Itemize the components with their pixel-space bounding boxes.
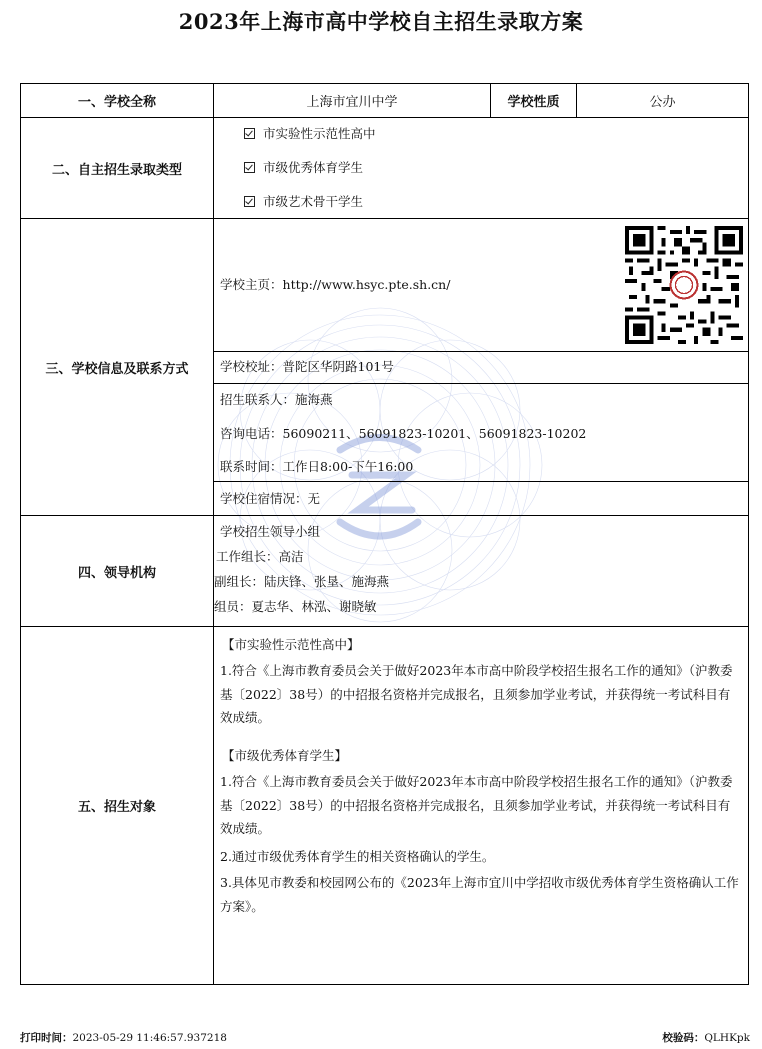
checkbox-checked-icon xyxy=(244,162,255,173)
admission-type-item: 市级艺术骨干学生 xyxy=(244,192,363,212)
admission-type-label: 二、自主招生录取类型 xyxy=(51,162,182,178)
school-nature-value: 公办 xyxy=(649,95,676,110)
section-paragraph: 2.通过市级优秀体育学生的相关资格确认的学生。 xyxy=(220,849,495,864)
qr-code-icon xyxy=(625,226,743,344)
dorm-line: 学校住宿情况：无 xyxy=(220,491,321,506)
homepage-line: 学校主页：http://www.hsyc.pte.sh.cn/ xyxy=(220,277,451,292)
checkbox-checked-icon xyxy=(244,196,255,207)
leadership-line: 组员：夏志华、林泓、谢晓敏 xyxy=(214,599,377,614)
leadership-line: 工作组长：高洁 xyxy=(216,549,304,564)
leadership-label: 四、领导机构 xyxy=(77,565,156,581)
contact-time-line: 联系时间：工作日8:00-下午16:00 xyxy=(220,459,414,474)
check-code: 校验码：QLHKpk xyxy=(662,1032,750,1044)
homepage-link[interactable]: http://www.hsyc.pte.sh.cn/ xyxy=(282,277,451,292)
checkbox-checked-icon xyxy=(244,128,255,139)
admission-type-item: 市实验性示范性高中 xyxy=(244,124,376,144)
admission-target-label: 五、招生对象 xyxy=(77,800,156,815)
print-time: 打印时间：2023-05-29 11:46:57.937218 xyxy=(20,1032,227,1044)
school-info-label: 三、学校信息及联系方式 xyxy=(45,361,189,377)
school-fullname-label: 一、学校全称 xyxy=(77,95,156,110)
section-paragraph: 3.具体见市教委和校园网公布的《2023年上海市宜川中学招收市级优秀体育学生资格确认工作方案》。 xyxy=(220,875,739,914)
leadership-line: 副组长：陆庆锋、张垦、施海燕 xyxy=(214,574,390,589)
school-nature-label: 学校性质 xyxy=(507,95,560,110)
admission-type-item: 市级优秀体育学生 xyxy=(244,158,363,178)
section-title: 【市级优秀体育学生】 xyxy=(222,748,348,763)
contact-person-line: 招生联系人：施海燕 xyxy=(220,392,333,407)
school-name-value: 上海市宜川中学 xyxy=(306,95,398,110)
leadership-line: 学校招生领导小组 xyxy=(220,524,321,539)
section-title: 【市实验性示范性高中】 xyxy=(222,637,360,652)
section-paragraph: 1.符合《上海市教育委员会关于做好2023年本市高中阶段学校招生报名工作的通知》（沪教委基〔2022〕38号）的中招报名资格并完成报名，且须参加学业考试，并获得统一考试科目有效成绩。 xyxy=(220,663,733,725)
address-line: 学校校址：普陀区华阴路101号 xyxy=(220,359,394,374)
section-paragraph: 1.符合《上海市教育委员会关于做好2023年本市高中阶段学校招生报名工作的通知》（沪教委基〔2022〕38号）的中招报名资格并完成报名，且须参加学业考试，并获得统一考试科目有效成绩。 xyxy=(220,774,733,836)
phone-line: 咨询电话：56090211、56091823-10201、56091823-10202 xyxy=(220,426,587,441)
page-title: 2023年上海市高中学校自主招生录取方案 xyxy=(178,9,584,34)
